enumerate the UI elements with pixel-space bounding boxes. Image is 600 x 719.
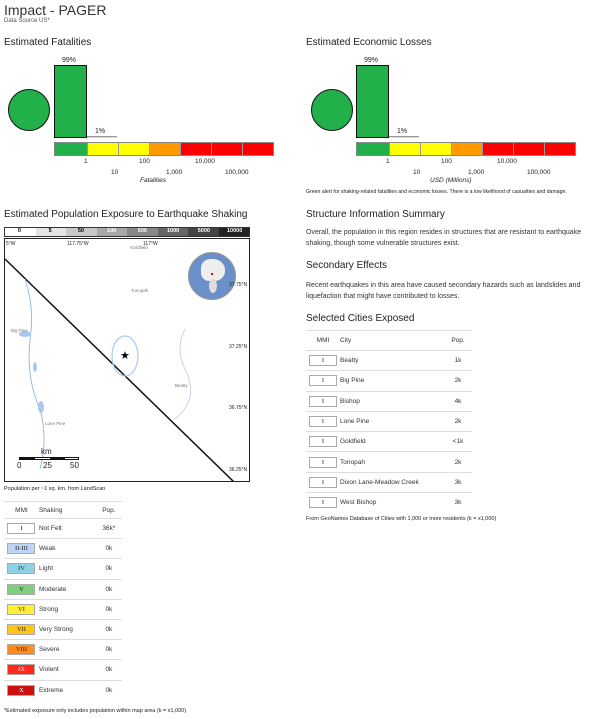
fatalities-tick-10: 10 (111, 169, 119, 176)
shaking-cell: Light (39, 559, 96, 579)
pop-cell: 0k (96, 640, 122, 660)
pop-cell: 0k (96, 579, 122, 599)
city-mmi-badge: I (309, 396, 337, 407)
mmi-cell (4, 640, 39, 660)
lat-label-4: 36.25°N (229, 467, 248, 473)
fatalities-tick-10000: 10,000 (195, 158, 215, 165)
mmi-badge: V (7, 584, 35, 595)
fatalities-scale (54, 142, 274, 156)
pop-cell: 0k (96, 619, 122, 639)
pop-cell: 0k (96, 660, 122, 680)
city-mmi-badge: I (309, 497, 337, 508)
exposure-map[interactable] (4, 238, 250, 482)
fatalities-title: Estimated Fatalities (4, 37, 92, 48)
legend-label-1000: 1000 (167, 228, 180, 234)
lon-label-2: 117.75°W (67, 241, 89, 247)
fatalities-small-bar (87, 136, 117, 138)
city-pop-cell: 2k (444, 411, 472, 431)
structure-title: Structure Information Summary (306, 209, 445, 220)
city-mmi-cell (306, 472, 340, 492)
secondary-title: Secondary Effects (306, 260, 387, 271)
shaking-cell: Severe (39, 640, 96, 660)
shaking-header: Shaking (39, 502, 96, 519)
pop-cell: 36k* (96, 519, 122, 539)
mmi-badge: X (7, 685, 35, 696)
losses-tick-1000: 1,000 (468, 169, 485, 176)
lat-label-3: 36.75°N (229, 405, 248, 411)
city-name-cell: West Bishop (340, 493, 444, 513)
shaking-cell: Violent (39, 660, 96, 680)
fatalities-tick-100000: 100,000 (225, 169, 249, 176)
losses-tick-10000: 10,000 (497, 158, 517, 165)
legend-label-500: 500 (137, 228, 147, 234)
losses-bar-label: 99% (364, 57, 379, 64)
mmi-cell (4, 660, 39, 680)
losses-axis-label: USD (Millions) (430, 177, 472, 184)
mmi-badge: VII (7, 624, 35, 635)
scale-unit: km (41, 447, 52, 456)
city-name-header: City (340, 331, 444, 351)
city-mmi-badge: I (309, 477, 337, 488)
alert-note: Green alert for shaking-related fatalities and economic losses. There is a low likelihood of casualties and damage. (306, 189, 567, 195)
structure-text: Overall, the population in this region resides in structures that are resistant to earthquake shaking, though some vulnerable structures exist. (306, 229, 582, 247)
city-name-cell: Lone Pine (340, 411, 444, 431)
mmi-cell (4, 680, 39, 700)
losses-bar (356, 65, 389, 138)
fatalities-axis-label: Fatalities (140, 177, 167, 184)
globe-inset (188, 252, 236, 300)
shaking-cell: Weak (39, 539, 96, 559)
city-name-cell: Tonopah (340, 452, 444, 472)
fatalities-tick-1: 1 (84, 158, 88, 165)
city-mmi-cell (306, 452, 340, 472)
fatalities-small-label: 1% (95, 128, 106, 135)
lon-label-3: 117°W (143, 241, 158, 247)
shaking-cell: Not Felt (39, 519, 96, 539)
mmi-row (4, 640, 122, 660)
mmi-row (4, 559, 122, 579)
losses-title: Estimated Economic Losses (306, 37, 432, 48)
mmi-header: MMI (4, 502, 39, 519)
losses-tick-100000: 100,000 (527, 169, 551, 176)
cities-footnote: From GeoNames Database of Cities with 1,000 or more residents (k = x1,000) (306, 516, 497, 522)
scale-bar (19, 457, 79, 460)
city-pop-header: Pop. (444, 331, 472, 351)
mmi-row (4, 519, 122, 539)
city-mmi-cell (306, 371, 340, 391)
legend-label-0: 0 (17, 228, 21, 234)
map-footnote: Population per ~1 sq. km. from LandScan (4, 486, 106, 492)
city-row (306, 411, 472, 431)
losses-tick-1: 1 (386, 158, 390, 165)
data-source-label: Data Source US* (4, 18, 50, 24)
mmi-exposure-table (4, 501, 122, 700)
mmi-cell (4, 619, 39, 639)
city-pop-cell: 3k (444, 472, 472, 492)
legend-label-50: 50 (77, 228, 84, 234)
mmi-badge: IV (7, 563, 35, 574)
exposure-title: Estimated Population Exposure to Earthquake Shaking (4, 209, 248, 220)
city-mmi-cell (306, 351, 340, 371)
losses-small-bar (389, 136, 419, 138)
city-row (306, 472, 472, 492)
city-name-cell: Beatty (340, 351, 444, 371)
mmi-row (4, 660, 122, 680)
legend-label-5: 5 (48, 228, 52, 234)
lon-label-1: 5°W (6, 241, 16, 247)
pop-cell: 0k (96, 599, 122, 619)
cities-title: Selected Cities Exposed (306, 313, 415, 324)
map-place-lone-pine: Lone Pine (45, 421, 66, 426)
fatalities-bar-label: 99% (62, 57, 77, 64)
losses-scale (356, 142, 576, 156)
city-name-cell: Big Pine (340, 371, 444, 391)
city-mmi-badge: I (309, 416, 337, 427)
map-place-beatty: Beatty (175, 383, 188, 388)
mmi-cell (4, 579, 39, 599)
city-mmi-cell (306, 411, 340, 431)
shaking-cell: Very Strong (39, 619, 96, 639)
losses-tick-100: 100 (441, 158, 452, 165)
scale-tick-0: 0 (17, 461, 22, 470)
mmi-cell (4, 539, 39, 559)
city-row (306, 351, 472, 371)
shaking-cell: Extreme (39, 680, 96, 700)
mmi-cell (4, 559, 39, 579)
city-row (306, 452, 472, 472)
city-row (306, 493, 472, 513)
lat-label-1: 37.75°N (229, 282, 248, 288)
city-mmi-badge: I (309, 457, 337, 468)
mmi-cell (4, 519, 39, 539)
secondary-text: Recent earthquakes in this area have caused secondary hazards such as landslides and liquefaction that might have contributed to losses. (306, 282, 581, 300)
city-mmi-cell (306, 432, 340, 452)
legend-label-100: 100 (107, 228, 117, 234)
city-name-cell: Dixon Lane-Meadow Creek (340, 472, 444, 492)
mmi-row (4, 619, 122, 639)
city-pop-cell: 2k (444, 452, 472, 472)
legend-label-10000: 10000 (226, 228, 243, 234)
shaking-cell: Moderate (39, 579, 96, 599)
mmi-cell (4, 599, 39, 619)
epicenter-star-icon: ★ (120, 350, 130, 362)
city-row (306, 432, 472, 452)
cities-table (306, 330, 472, 513)
city-pop-cell: 2k (444, 371, 472, 391)
mmi-badge: IX (7, 664, 35, 675)
city-mmi-header: MMI (306, 331, 340, 351)
legend-label-5000: 5000 (197, 228, 210, 234)
page-title: Impact - PAGER (4, 2, 107, 18)
fatalities-tick-1000: 1,000 (166, 169, 183, 176)
city-mmi-cell (306, 391, 340, 411)
pop-header: Pop. (96, 502, 122, 519)
mmi-badge: VIII (7, 644, 35, 655)
scale-tick-25: 25 (43, 461, 52, 470)
city-name-cell: Bishop (340, 391, 444, 411)
fatalities-tick-100: 100 (139, 158, 150, 165)
city-pop-cell: 1k (444, 351, 472, 371)
mmi-badge: II-III (7, 543, 35, 554)
mmi-badge: I (7, 523, 35, 534)
city-mmi-badge: I (309, 436, 337, 447)
mmi-badge: VI (7, 604, 35, 615)
mmi-row (4, 579, 122, 599)
mmi-row (4, 599, 122, 619)
city-mmi-badge: I (309, 375, 337, 386)
map-place-tonopah: Tonopah (131, 288, 149, 293)
exposure-footnote: *Estimated exposure only includes population within map area (k = x1,000) (4, 708, 187, 714)
shaking-cell: Strong (39, 599, 96, 619)
mmi-row (4, 680, 122, 700)
map-place-big-pine: Big Pine (11, 328, 28, 333)
fatalities-bar (54, 65, 87, 138)
lat-label-2: 37.25°N (229, 344, 248, 350)
scale-tick-50: 50 (70, 461, 79, 470)
losses-small-label: 1% (397, 128, 408, 135)
pop-cell: 0k (96, 539, 122, 559)
mmi-row (4, 539, 122, 559)
pop-cell: 0k (96, 680, 122, 700)
city-row (306, 391, 472, 411)
city-mmi-cell (306, 493, 340, 513)
city-mmi-badge: I (309, 355, 337, 366)
city-pop-cell: 3k (444, 493, 472, 513)
city-pop-cell: 4k (444, 391, 472, 411)
alert-level-circle (8, 89, 50, 131)
map-place-goldfield: Goldfield (130, 245, 148, 250)
city-name-cell: Goldfield (340, 432, 444, 452)
city-row (306, 371, 472, 391)
city-pop-cell: <1k (444, 432, 472, 452)
losses-tick-10: 10 (413, 169, 421, 176)
pop-cell: 0k (96, 559, 122, 579)
losses-alert-circle (311, 89, 353, 131)
